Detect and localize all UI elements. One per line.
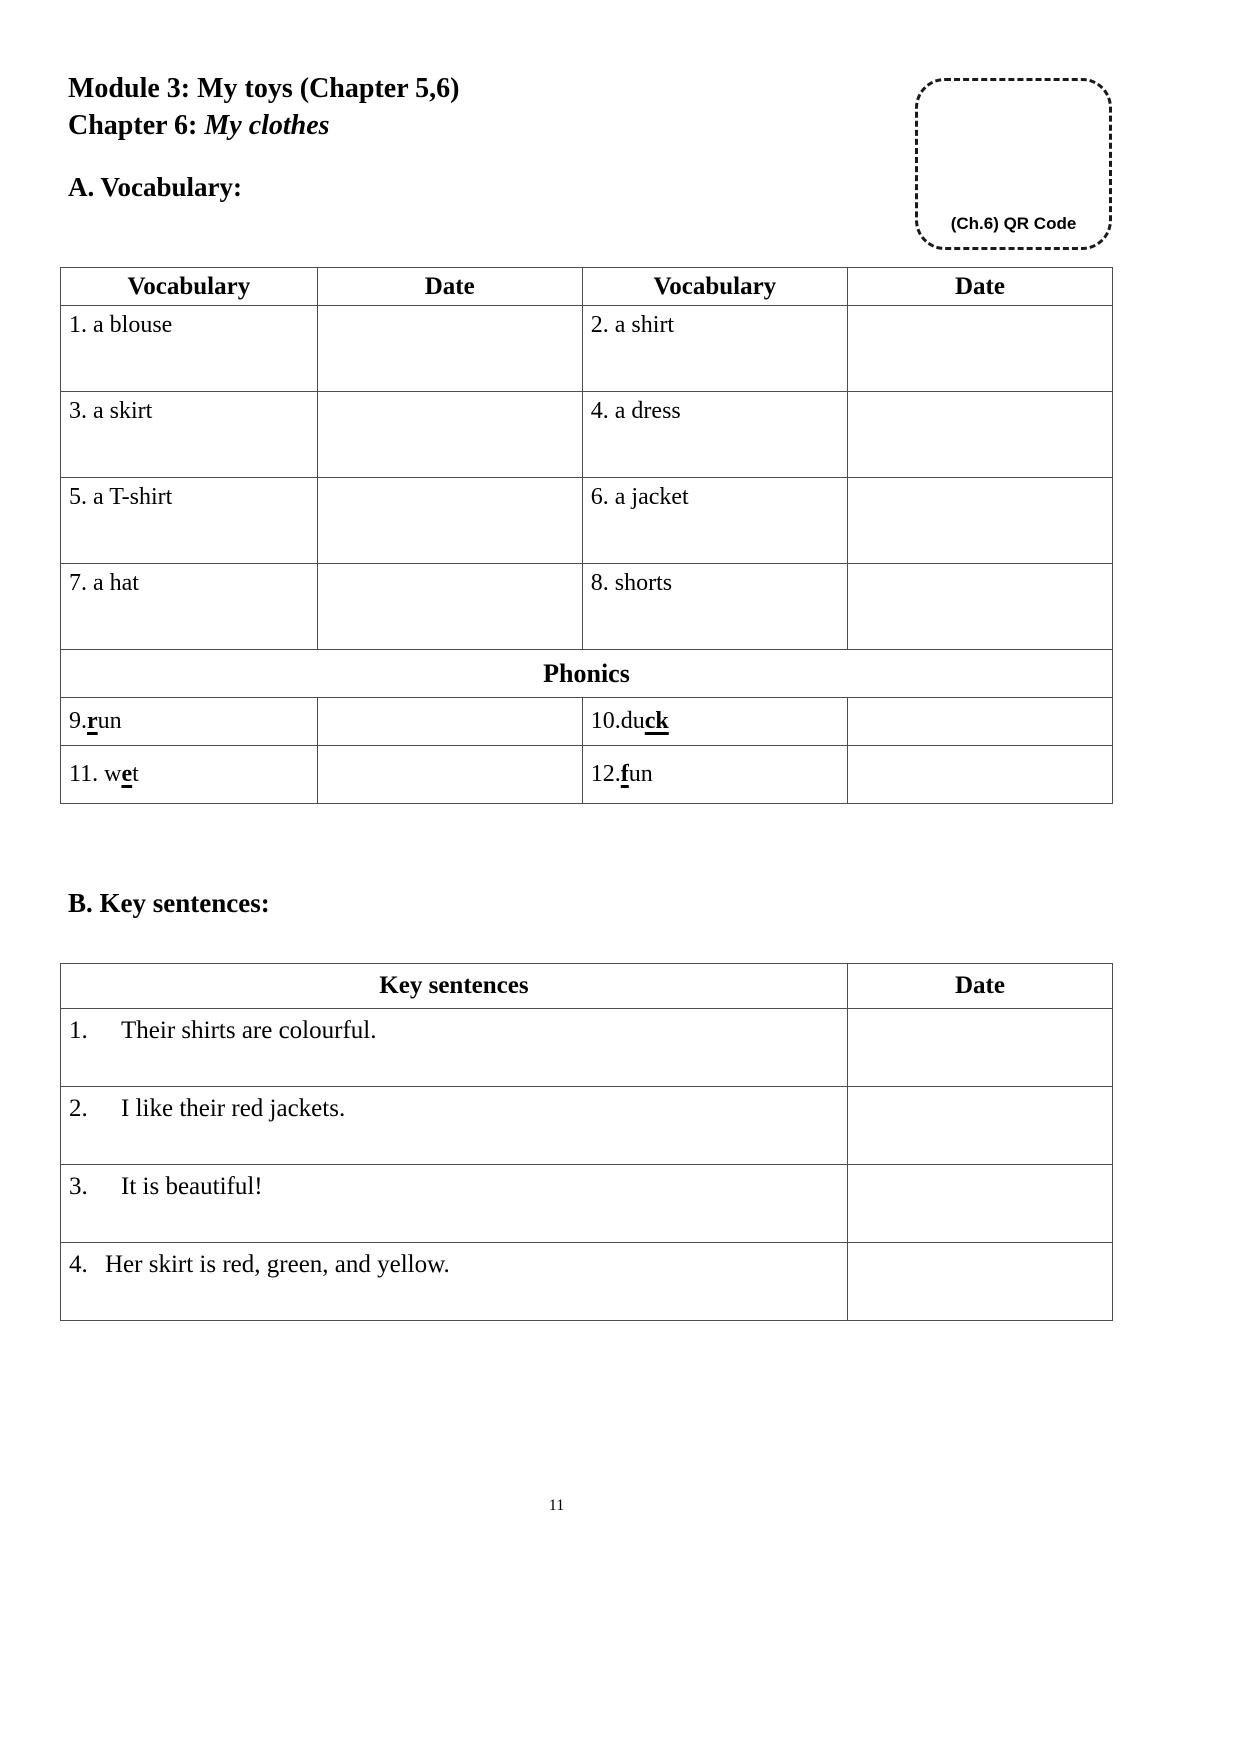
phonics-text: 11. w xyxy=(69,761,122,787)
vocabulary-header-row xyxy=(61,268,1113,306)
phonics-underlined-letter: ck xyxy=(644,708,669,734)
module-title: Module 3: My toys (Chapter 5,6) xyxy=(68,73,460,104)
sentence-number: 3. xyxy=(69,1173,88,1200)
vocabulary-row xyxy=(61,478,1113,564)
key-sentences-table xyxy=(60,963,1113,1321)
phonics-row xyxy=(61,746,1113,804)
date-cell-empty xyxy=(317,478,582,564)
vocab-cell: 1. a blouse xyxy=(61,306,318,392)
date-cell-empty xyxy=(847,478,1112,564)
qr-code-label: (Ch.6) QR Code xyxy=(950,214,1077,233)
sentence-text: It is beautiful! xyxy=(121,1173,263,1200)
date-cell-empty xyxy=(317,392,582,478)
vocabulary-table xyxy=(60,267,1113,804)
phonics-text: un xyxy=(628,761,653,787)
key-sentence-row xyxy=(61,1009,1113,1087)
vocabulary-header-cell: Vocabulary xyxy=(61,268,318,306)
phonics-heading-row xyxy=(61,650,1113,698)
sentence-cell xyxy=(61,1087,848,1165)
vocab-cell: 6. a jacket xyxy=(582,478,847,564)
date-cell-empty xyxy=(317,698,582,746)
key-sentence-row xyxy=(61,1087,1113,1165)
sentence-text: I like their red jackets. xyxy=(121,1095,346,1122)
phonics-row xyxy=(61,698,1113,746)
sentence-number: 2. xyxy=(69,1095,88,1122)
date-cell-empty xyxy=(847,306,1112,392)
date-cell-empty xyxy=(847,746,1112,804)
page-number: 11 xyxy=(548,1497,565,1514)
date-cell-empty xyxy=(847,1243,1112,1321)
phonics-text: 10.du xyxy=(590,708,645,734)
sentence-text: Their shirts are colourful. xyxy=(121,1017,377,1044)
phonics-cell xyxy=(61,746,318,804)
date-header-cell: Date xyxy=(847,964,1112,1009)
phonics-underlined-letter: f xyxy=(620,761,629,787)
date-cell-empty xyxy=(317,564,582,650)
phonics-underlined-letter: e xyxy=(121,761,133,787)
phonics-text: un xyxy=(97,708,122,734)
section-b-heading: B. Key sentences: xyxy=(68,888,270,918)
phonics-cell xyxy=(582,698,847,746)
phonics-text: 12. xyxy=(590,761,621,787)
vocab-cell: 4. a dress xyxy=(582,392,847,478)
phonics-cell xyxy=(582,746,847,804)
vocabulary-row xyxy=(61,306,1113,392)
phonics-underlined-letter: r xyxy=(87,708,98,734)
qr-code-placeholder-box xyxy=(915,78,1112,250)
date-cell-empty xyxy=(847,1087,1112,1165)
key-sentence-row xyxy=(61,1243,1113,1321)
date-cell-empty xyxy=(847,1009,1112,1087)
date-cell-empty xyxy=(847,564,1112,650)
sentence-number: 4. xyxy=(69,1251,88,1278)
chapter-title xyxy=(68,107,459,144)
vocabulary-row xyxy=(61,392,1113,478)
title-block xyxy=(68,70,459,144)
sentence-text: Her skirt is red, green, and yellow. xyxy=(105,1251,450,1278)
sentence-cell xyxy=(61,1009,848,1087)
date-header-cell: Date xyxy=(847,268,1112,306)
key-sentences-header-row xyxy=(61,964,1113,1009)
date-cell-empty xyxy=(847,698,1112,746)
sentence-cell xyxy=(61,1243,848,1321)
date-cell-empty xyxy=(317,746,582,804)
vocab-cell: 2. a shirt xyxy=(582,306,847,392)
date-header-cell: Date xyxy=(317,268,582,306)
sentence-number: 1. xyxy=(69,1017,88,1044)
vocabulary-header-cell: Vocabulary xyxy=(582,268,847,306)
vocab-cell: 7. a hat xyxy=(61,564,318,650)
date-cell-empty xyxy=(847,392,1112,478)
vocabulary-row xyxy=(61,564,1113,650)
sentence-cell xyxy=(61,1165,848,1243)
key-sentences-header-cell: Key sentences xyxy=(61,964,848,1009)
date-cell-empty xyxy=(847,1165,1112,1243)
vocab-cell: 8. shorts xyxy=(582,564,847,650)
key-sentence-row xyxy=(61,1165,1113,1243)
chapter-title-prefix: Chapter 6: xyxy=(68,110,205,141)
section-a-heading: A. Vocabulary: xyxy=(68,172,243,202)
vocab-cell: 3. a skirt xyxy=(61,392,318,478)
chapter-title-name: My clothes xyxy=(204,110,330,141)
phonics-cell xyxy=(61,698,318,746)
phonics-heading: Phonics xyxy=(61,650,1113,698)
vocab-cell: 5. a T-shirt xyxy=(61,478,318,564)
date-cell-empty xyxy=(317,306,582,392)
phonics-text: 9. xyxy=(69,708,87,734)
phonics-text: t xyxy=(132,761,139,787)
